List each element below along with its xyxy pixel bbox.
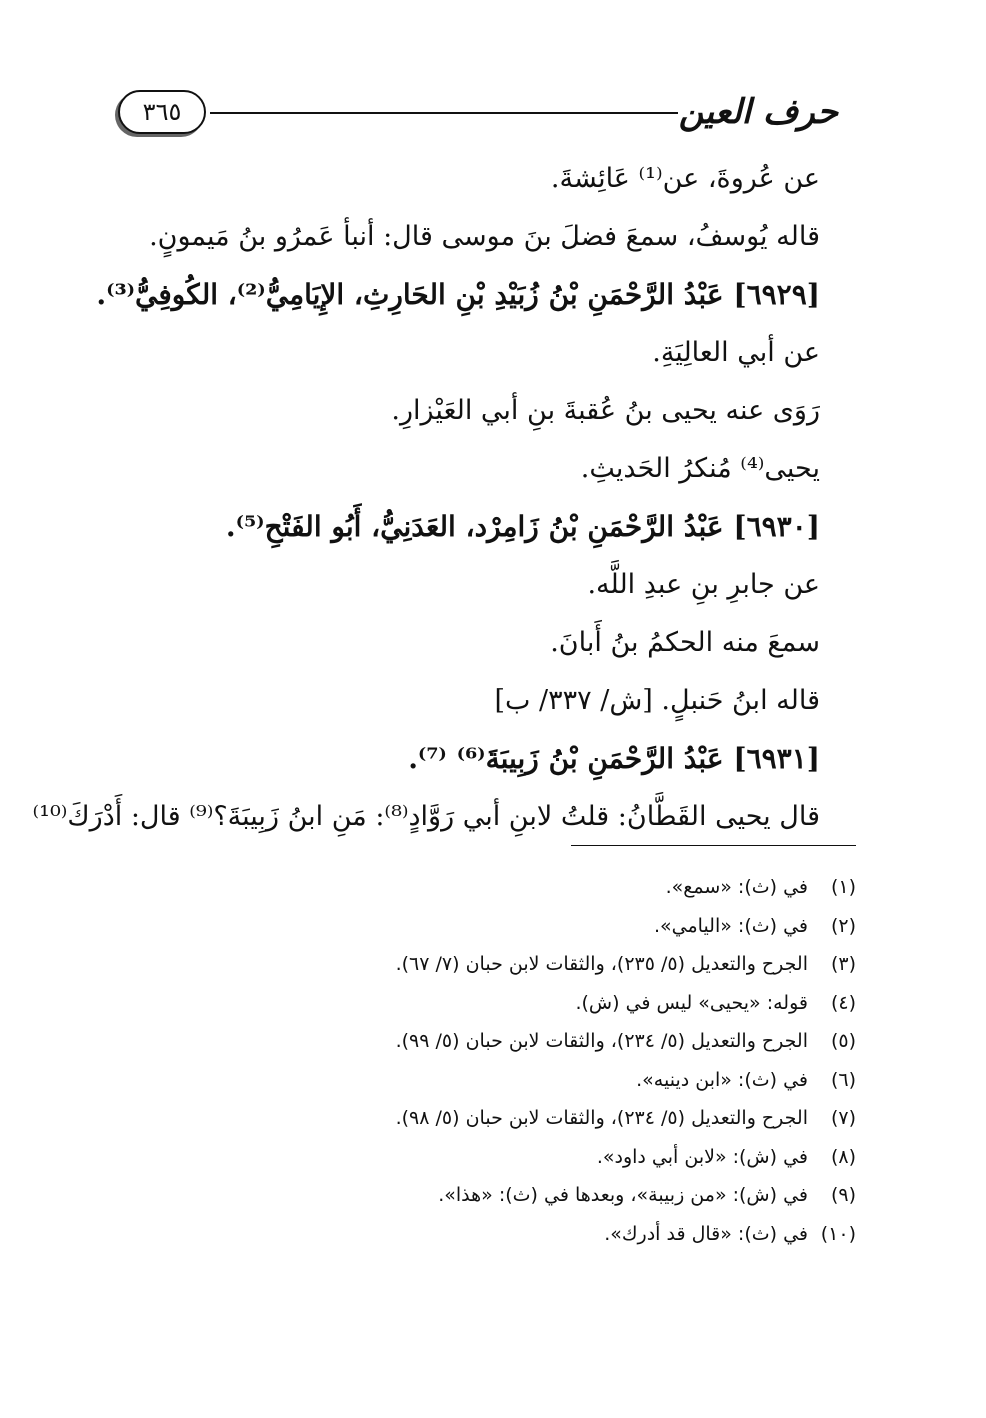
- chapter-title: حرف العين: [678, 92, 838, 132]
- text-line: يحيى⁽⁴⁾ مُنكرُ الحَديثِ.: [580, 453, 820, 484]
- text-line: عن جابرِ بنِ عبدِ اللَّه.: [587, 569, 820, 600]
- text-line: عن عُروةَ، عن⁽¹⁾ عَائِشةَ.: [550, 163, 820, 194]
- footnote: [160, 1138, 856, 1177]
- footnote-number: (٢): [830, 914, 856, 937]
- text-line: قال يحيى القَطَّانُ: قلتُ لابنِ أبي رَوَّادٍ⁽⁸⁾: مَنِ ابنُ زَبِيبَةَ؟⁽⁹⁾ قال: أَدْرَكَ⁽¹⁰⁾: [32, 801, 820, 832]
- footnote-number: (٩): [830, 1184, 856, 1206]
- footnote-number: (٦): [830, 1068, 856, 1091]
- footnote-text: في (ث): «قال قد أدرك».: [604, 1222, 808, 1245]
- footnote-text: في (ش): «من زبيبة»، وبعدها في (ث): «هذا».: [438, 1184, 808, 1206]
- footnote-number: (٣): [830, 953, 856, 975]
- footnote-text: في (ث): «سمع».: [665, 876, 808, 898]
- main-text: [32, 150, 820, 846]
- entry-heading: [٦٩٢٩] عَبْدُ الرَّحْمَنِ بْنُ زُبَيْدِ بْنِ الحَارِثِ، الإِيَامِيُّ⁽²⁾، الكُوفِيُّ⁽³⁾.: [96, 278, 820, 311]
- footnote-text: الجرح والتعديل (٥/ ٢٣٤)، والثقات لابن حبان (٥/ ٩٩).: [395, 1030, 808, 1052]
- text-line: رَوَى عنه يحيى بنُ عُقبةَ بنِ أبي العَيْزارِ.: [391, 395, 820, 426]
- footnote-separator: [571, 845, 856, 846]
- page-number-badge: ٣٦٥: [118, 90, 206, 134]
- footnote: [160, 1176, 856, 1215]
- footnote: [160, 984, 856, 1023]
- text-line: عن أبي العالِيَةِ.: [652, 337, 820, 368]
- footnote-text: في (ث): «ابن دينيه».: [636, 1068, 808, 1091]
- footnote: [160, 1022, 856, 1061]
- text-line: سمعَ منه الحكمُ بنُ أَبانَ.: [550, 627, 820, 658]
- footnotes: [160, 868, 856, 1253]
- entry-heading: [٦٩٣٠] عَبْدُ الرَّحْمَنِ بْنُ زَامِرْد، العَدَنِيُّ، أَبُو الفَتْحِ⁽⁵⁾.: [225, 510, 820, 543]
- footnote: [160, 907, 856, 946]
- footnote: [160, 1215, 856, 1254]
- footnote-text: في (ث): «اليامي».: [653, 914, 808, 937]
- footnote-number: (٨): [830, 1145, 856, 1168]
- footnote: [160, 1061, 856, 1100]
- footnote-number: (٧): [830, 1107, 856, 1129]
- text-line: قاله يُوسفُ، سمعَ فضلَ بنَ موسى قال: أنبأ عَمرُو بنُ مَيمونٍ.: [149, 221, 820, 252]
- entry-heading: [٦٩٣١] عَبْدُ الرَّحْمَنِ بْنُ زَبِيبَةَ⁽⁶⁾ ⁽⁷⁾.: [408, 742, 820, 775]
- footnote: [160, 945, 856, 984]
- footnote: [160, 868, 856, 907]
- footnote-number: (٤): [830, 991, 856, 1014]
- footnote-text: قوله: «يحيى» ليس في (ش).: [575, 991, 808, 1014]
- footnote-number: (١٠): [820, 1222, 856, 1245]
- footnote-text: الجرح والتعديل (٥/ ٢٣٥)، والثقات لابن حبان (٧/ ٦٧).: [395, 953, 808, 975]
- footnote-text: الجرح والتعديل (٥/ ٢٣٤)، والثقات لابن حبان (٥/ ٩٨).: [395, 1107, 808, 1129]
- footnote: [160, 1099, 856, 1138]
- text-line: قاله ابنُ حَنبلٍ. [ش/ ٣٣٧/ ب]: [494, 685, 820, 716]
- footnote-number: (١): [830, 876, 856, 898]
- footnote-text: في (ش): «لابن أبي داود».: [596, 1145, 808, 1168]
- running-header: [118, 88, 838, 144]
- header-rule: [210, 112, 678, 114]
- footnote-number: (٥): [830, 1030, 856, 1052]
